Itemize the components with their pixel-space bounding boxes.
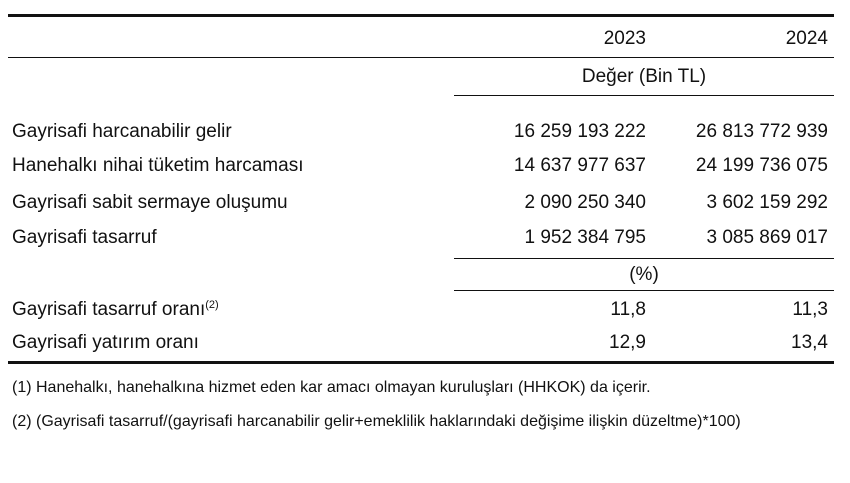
row-label: Hanehalkı nihai tüketim harcaması bbox=[12, 155, 304, 176]
table-row bbox=[8, 148, 834, 184]
row-label: Gayrisafi yatırım oranı bbox=[12, 332, 199, 353]
table-row bbox=[8, 184, 834, 221]
value-2023: 2 090 250 340 bbox=[524, 192, 646, 213]
value-2024: 13,4 bbox=[791, 332, 828, 353]
value-2024: 26 813 772 939 bbox=[695, 121, 828, 142]
unit-label-value: Değer (Bin TL) bbox=[581, 66, 707, 87]
unit-label-percent: (%) bbox=[629, 264, 659, 285]
ratio-row bbox=[8, 326, 834, 361]
table-row bbox=[8, 115, 834, 148]
bottom-rule bbox=[8, 361, 834, 364]
row-label: Gayrisafi sabit sermaye oluşumu bbox=[12, 192, 288, 213]
unit-rule-value bbox=[454, 95, 834, 96]
value-2023: 14 637 977 637 bbox=[513, 155, 646, 176]
year-2023-header: 2023 bbox=[603, 28, 646, 49]
value-2024: 3 602 159 292 bbox=[706, 192, 828, 213]
year-2024-header: 2024 bbox=[785, 28, 828, 49]
value-2024: 11,3 bbox=[792, 299, 828, 320]
footnote-2: (2) (Gayrisafi tasarruf/(gayrisafi harcanabilir gelir+emeklilik haklarındaki değişime ilişkin düzeltme)*100) bbox=[12, 413, 741, 430]
ratio-row bbox=[8, 291, 834, 326]
value-2023: 12,9 bbox=[609, 332, 646, 353]
value-2023: 11,8 bbox=[610, 299, 646, 320]
ratio-label-text: Gayrisafi tasarruf oranı bbox=[12, 299, 206, 320]
value-2024: 24 199 736 075 bbox=[695, 155, 828, 176]
footnotes bbox=[8, 377, 838, 441]
row-label: Gayrisafi tasarruf bbox=[12, 227, 157, 248]
row-label bbox=[12, 291, 219, 329]
unit-row-percent bbox=[8, 259, 834, 291]
value-2023: 1 952 384 795 bbox=[524, 227, 646, 248]
data-table bbox=[8, 14, 834, 364]
table-row bbox=[8, 221, 834, 259]
value-2024: 3 085 869 017 bbox=[706, 227, 828, 248]
footnote-1: (1) Hanehalkı, hanehalkına hizmet eden kar amacı olmayan kuruluşları (HHKOK) da içerir. bbox=[12, 379, 651, 396]
year-header-row bbox=[8, 17, 834, 53]
footnote-ref: (2) bbox=[205, 299, 219, 311]
value-2023: 16 259 193 222 bbox=[513, 121, 646, 142]
row-label: Gayrisafi harcanabilir gelir bbox=[12, 121, 232, 142]
unit-row-value bbox=[8, 58, 834, 96]
